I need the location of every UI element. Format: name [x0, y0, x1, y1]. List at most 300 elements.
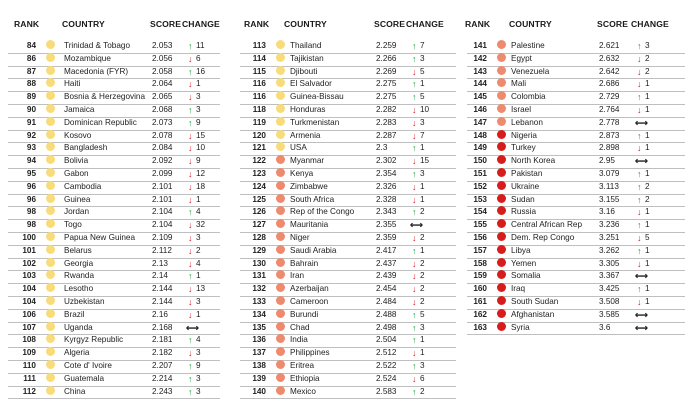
score-value: 2.343	[376, 207, 397, 217]
change-value: 1	[196, 79, 201, 89]
change-value: 1	[645, 169, 650, 178]
column-header	[240, 19, 456, 31]
score-value: 2.488	[376, 309, 397, 319]
score-category-dot-icon	[276, 296, 285, 305]
change-value: 2	[420, 386, 425, 396]
score-value: 2.498	[376, 322, 397, 332]
score-category-dot-icon	[276, 219, 285, 228]
score-category-dot-icon	[46, 206, 55, 215]
country-name: Macedonia (FYR)	[64, 66, 129, 76]
ranking-column-2	[240, 0, 456, 419]
no-change-icon: ⟷	[186, 322, 199, 333]
score-category-dot-icon	[46, 40, 55, 49]
rank-value: 103	[22, 271, 36, 281]
score-category-dot-icon	[46, 373, 55, 382]
score-category-dot-icon	[46, 360, 55, 369]
change-value: 1	[645, 258, 650, 268]
rank-value: 129	[252, 245, 266, 255]
table-row	[8, 373, 220, 387]
rank-value: 141	[473, 41, 487, 50]
arrow-up-icon: ↑	[412, 361, 417, 371]
table-row	[467, 168, 685, 182]
rank-value: 135	[252, 322, 266, 332]
score-category-dot-icon	[497, 309, 506, 318]
arrow-down-icon: ↓	[188, 143, 193, 154]
score-category-dot-icon	[497, 78, 506, 87]
change-value: 7	[420, 41, 425, 50]
table-row	[467, 66, 685, 80]
arrow-up-icon: ↑	[412, 207, 417, 218]
country-name: Uganda	[64, 322, 93, 332]
score-category-dot-icon	[497, 206, 506, 215]
table-row	[8, 347, 220, 361]
country-name: Armenia	[290, 130, 321, 140]
score-category-dot-icon	[46, 194, 55, 203]
table-row	[240, 232, 456, 246]
country-name: Uzbekistan	[64, 297, 105, 306]
table-row	[467, 194, 685, 208]
rank-value: 114	[252, 53, 266, 63]
country-name: Cote d' Ivoire	[64, 361, 112, 370]
arrow-up-icon: ↑	[188, 271, 193, 282]
score-category-dot-icon	[276, 322, 285, 331]
table-row	[8, 206, 220, 220]
change-value: 1	[645, 245, 650, 255]
arrow-up-icon: ↑	[637, 41, 642, 51]
score-value: 2.112	[152, 245, 172, 255]
table-row	[240, 117, 456, 131]
rank-value: 133	[252, 297, 266, 306]
rank-value: 131	[252, 271, 266, 281]
table-row	[8, 296, 220, 310]
table-row	[8, 386, 220, 400]
country-name: Russia	[511, 207, 537, 217]
change-value: 1	[420, 181, 425, 191]
change-value: 3	[420, 361, 425, 370]
score-category-dot-icon	[46, 78, 55, 87]
country-name: Myanmar	[290, 156, 325, 166]
score-value: 2.764	[599, 105, 620, 114]
change-value: 2	[420, 271, 425, 281]
arrow-up-icon: ↑	[188, 335, 193, 346]
table-row	[467, 245, 685, 259]
country-name: Iran	[290, 271, 305, 281]
rank-value: 124	[252, 181, 266, 191]
table-row	[240, 245, 456, 259]
table-row	[240, 283, 456, 297]
change-value: 4	[196, 258, 201, 268]
score-value: 2.632	[599, 53, 620, 63]
change-value: 4	[196, 335, 201, 345]
rank-value: 120	[252, 130, 266, 140]
table-row	[240, 194, 456, 208]
arrow-up-icon: ↑	[637, 130, 642, 141]
score-category-dot-icon	[276, 142, 285, 151]
score-category-dot-icon	[276, 245, 285, 254]
country-name: Pakistan	[511, 169, 543, 178]
arrow-up-icon: ↑	[637, 169, 642, 179]
score-category-dot-icon	[46, 53, 55, 62]
score-value: 2.104	[152, 207, 173, 217]
score-value: 2.524	[376, 373, 397, 383]
arrow-down-icon: ↓	[412, 284, 417, 295]
change-value: 4	[196, 207, 201, 217]
no-change-icon: ⟷	[635, 156, 648, 167]
country-name: Mexico	[290, 386, 316, 396]
rank-value: 161	[473, 297, 487, 306]
score-value: 2.417	[376, 245, 397, 255]
arrow-down-icon: ↓	[637, 297, 642, 307]
arrow-up-icon: ↑	[188, 105, 193, 115]
change-value: 3	[196, 105, 201, 114]
score-category-dot-icon	[497, 194, 506, 203]
table-row	[8, 104, 220, 118]
rank-value: 115	[252, 66, 266, 76]
change-value: 2	[420, 297, 425, 306]
arrow-down-icon: ↓	[637, 79, 642, 90]
rank-value: 93	[26, 143, 36, 153]
country-name: Kosovo	[64, 130, 92, 140]
score-value: 2.065	[152, 92, 173, 102]
change-value: 3	[420, 53, 425, 63]
rank-value: 111	[23, 373, 36, 383]
score-value: 2.95	[599, 156, 615, 166]
score-value: 2.642	[599, 66, 620, 76]
score-value: 2.439	[376, 271, 397, 281]
table-row	[8, 232, 220, 246]
country-name: Afghanistan	[511, 309, 555, 319]
rank-value: 88	[26, 79, 36, 89]
country-name: Brazil	[64, 309, 85, 319]
arrow-down-icon: ↓	[637, 258, 642, 269]
change-value: 1	[645, 79, 650, 89]
change-value: 3	[196, 297, 201, 306]
score-category-dot-icon	[46, 347, 55, 356]
rank-value: 118	[252, 105, 266, 114]
country-name: Papua New Guinea	[64, 233, 136, 242]
arrow-down-icon: ↓	[412, 271, 417, 282]
table-row	[467, 309, 685, 323]
country-name: Lebanon	[511, 117, 543, 127]
no-change-icon: ⟷	[635, 322, 648, 333]
rank-value: 92	[26, 130, 36, 140]
rank-value: 144	[473, 79, 487, 89]
table-row	[240, 53, 456, 67]
score-value: 2.181	[152, 335, 173, 345]
table-row	[8, 78, 220, 92]
score-value: 2.243	[152, 386, 173, 396]
country-name: Venezuela	[511, 66, 550, 76]
rank-value: 104	[22, 284, 36, 294]
change-value: 1	[420, 194, 425, 204]
rank-value: 104	[22, 297, 36, 306]
rank-value: 116	[252, 79, 266, 89]
country-name: Syria	[511, 322, 530, 332]
change-value: 2	[420, 233, 425, 242]
change-value: 1	[645, 284, 650, 294]
score-category-dot-icon	[276, 91, 285, 100]
score-value: 2.109	[152, 233, 173, 242]
score-category-dot-icon	[46, 322, 55, 331]
score-value: 2.182	[152, 348, 173, 358]
rank-value: 137	[252, 348, 266, 358]
change-value: 15	[420, 156, 430, 166]
table-row	[467, 232, 685, 246]
rank-value: 153	[473, 194, 487, 204]
header-change: CHANGE	[182, 19, 220, 29]
table-row	[8, 168, 220, 182]
country-name: Burundi	[290, 309, 319, 319]
country-name: Rwanda	[64, 271, 95, 281]
table-row	[467, 181, 685, 195]
table-row	[467, 40, 685, 54]
arrow-up-icon: ↑	[412, 92, 417, 103]
rank-value: 116	[252, 92, 266, 102]
rank-value: 149	[473, 143, 487, 153]
arrow-down-icon: ↓	[188, 130, 193, 141]
score-category-dot-icon	[276, 104, 285, 113]
arrow-up-icon: ↑	[412, 335, 417, 346]
table-row	[467, 130, 685, 144]
change-value: 10	[420, 105, 430, 114]
table-row	[240, 386, 456, 400]
rank-value: 87	[26, 66, 36, 76]
score-value: 2.504	[376, 335, 397, 345]
score-category-dot-icon	[46, 386, 55, 395]
score-category-dot-icon	[46, 168, 55, 177]
score-category-dot-icon	[46, 91, 55, 100]
arrow-down-icon: ↓	[637, 105, 642, 115]
score-value: 2.283	[376, 117, 397, 127]
country-name: Palestine	[511, 41, 545, 50]
table-row	[8, 117, 220, 131]
arrow-up-icon: ↑	[637, 92, 642, 103]
table-row	[8, 66, 220, 80]
change-value: 15	[196, 130, 206, 140]
arrow-down-icon: ↓	[412, 258, 417, 269]
rank-value: 150	[473, 156, 487, 166]
score-category-dot-icon	[497, 283, 506, 292]
score-value: 2.101	[152, 194, 173, 204]
score-value: 2.266	[376, 53, 397, 63]
change-value: 18	[196, 181, 206, 191]
change-value: 11	[196, 41, 205, 50]
country-name: Ethiopia	[290, 373, 320, 383]
country-name: Georgia	[64, 258, 94, 268]
score-category-dot-icon	[497, 232, 506, 241]
table-row	[467, 206, 685, 220]
country-name: Sudan	[511, 194, 535, 204]
change-value: 1	[196, 271, 201, 281]
score-category-dot-icon	[276, 373, 285, 382]
table-row	[467, 117, 685, 131]
score-category-dot-icon	[46, 258, 55, 267]
change-value: 3	[645, 41, 650, 50]
score-value: 2.454	[376, 284, 397, 294]
score-value: 2.104	[152, 220, 173, 230]
country-name: Kyrgyz Republic	[64, 335, 124, 345]
change-value: 1	[645, 297, 650, 306]
rank-value: 107	[22, 322, 36, 332]
score-category-dot-icon	[276, 258, 285, 267]
change-value: 1	[645, 105, 650, 114]
country-name: Niger	[290, 233, 310, 242]
country-name: Dominican Republic	[64, 117, 137, 127]
rank-value: 147	[473, 117, 487, 127]
rank-value: 156	[473, 233, 487, 242]
rank-value: 96	[26, 181, 36, 191]
score-value: 2.359	[376, 233, 397, 242]
change-value: 1	[196, 309, 201, 319]
country-name: North Korea	[511, 156, 556, 166]
score-value: 3.079	[599, 169, 620, 178]
country-name: Philippines	[290, 348, 330, 358]
rank-value: 143	[473, 66, 487, 76]
score-category-dot-icon	[497, 168, 506, 177]
score-value: 2.058	[152, 66, 173, 76]
header-score: SCORE	[150, 19, 182, 29]
country-name: Israel	[511, 105, 532, 114]
score-category-dot-icon	[497, 322, 506, 331]
rank-value: 126	[252, 207, 266, 217]
score-category-dot-icon	[276, 40, 285, 49]
change-value: 1	[420, 143, 425, 153]
rank-value: 134	[252, 309, 266, 319]
table-row	[240, 309, 456, 323]
country-name: Cambodia	[64, 181, 102, 191]
table-row	[240, 181, 456, 195]
country-name: Guinea-Bissau	[290, 92, 344, 102]
change-value: 9	[196, 117, 201, 127]
arrow-down-icon: ↓	[412, 66, 417, 77]
table-row	[8, 283, 220, 297]
change-value: 3	[196, 386, 201, 396]
country-name: India	[290, 335, 308, 345]
table-row	[240, 104, 456, 118]
table-row	[467, 219, 685, 233]
country-name: Jordan	[64, 207, 90, 217]
arrow-up-icon: ↑	[412, 386, 417, 397]
rank-value: 86	[26, 53, 36, 63]
arrow-down-icon: ↓	[188, 297, 193, 307]
header-rank: RANK	[14, 19, 40, 29]
score-category-dot-icon	[46, 270, 55, 279]
rank-value: 110	[22, 361, 36, 370]
score-value: 2.078	[152, 130, 173, 140]
change-value: 13	[196, 284, 206, 294]
country-name: Central African Rep	[511, 220, 582, 230]
arrow-down-icon: ↓	[412, 105, 417, 115]
score-value: 2.14	[152, 271, 168, 281]
score-category-dot-icon	[497, 258, 506, 267]
rank-value: 102	[22, 258, 36, 268]
change-value: 2	[420, 284, 425, 294]
change-value: 2	[645, 181, 650, 191]
score-category-dot-icon	[276, 334, 285, 343]
score-value: 2.287	[376, 130, 397, 140]
score-category-dot-icon	[276, 130, 285, 139]
rank-value: 90	[26, 105, 36, 114]
ranking-column-3	[467, 0, 685, 419]
rank-value: 113	[252, 41, 266, 50]
rank-value: 158	[473, 258, 487, 268]
score-category-dot-icon	[46, 155, 55, 164]
rank-value: 130	[252, 258, 266, 268]
change-value: 2	[420, 207, 425, 217]
table-row	[8, 334, 220, 348]
score-category-dot-icon	[46, 130, 55, 139]
arrow-down-icon: ↓	[188, 53, 193, 64]
rank-value: 148	[473, 130, 487, 140]
score-value: 2.064	[152, 79, 173, 89]
score-value: 2.073	[152, 117, 173, 127]
arrow-down-icon: ↓	[188, 156, 193, 167]
table-row	[467, 78, 685, 92]
rank-value: 142	[473, 53, 487, 63]
change-value: 10	[196, 143, 206, 153]
arrow-down-icon: ↓	[637, 143, 642, 154]
arrow-down-icon: ↓	[188, 309, 193, 320]
rank-value: 146	[473, 105, 487, 114]
change-value: 2	[196, 245, 201, 255]
table-row	[240, 347, 456, 361]
rank-value: 163	[473, 322, 487, 332]
change-value: 5	[420, 66, 425, 76]
arrow-down-icon: ↓	[412, 156, 417, 167]
country-name: Azerbaijan	[290, 284, 329, 294]
no-change-icon: ⟷	[635, 271, 648, 282]
score-value: 2.16	[152, 309, 168, 319]
arrow-down-icon: ↓	[412, 194, 417, 205]
table-row	[240, 91, 456, 105]
score-category-dot-icon	[497, 245, 506, 254]
change-value: 2	[420, 258, 425, 268]
arrow-up-icon: ↑	[412, 41, 417, 51]
arrow-up-icon: ↑	[637, 284, 642, 295]
table-row	[8, 53, 220, 67]
header-score: SCORE	[597, 19, 629, 29]
table-row	[240, 270, 456, 284]
country-name: South Sudan	[511, 297, 559, 306]
table-row	[467, 296, 685, 310]
arrow-down-icon: ↓	[412, 181, 417, 192]
rank-value: 123	[252, 169, 266, 178]
score-category-dot-icon	[497, 219, 506, 228]
change-value: 32	[196, 220, 206, 230]
change-value: 12	[196, 169, 206, 178]
table-row	[8, 130, 220, 144]
arrow-down-icon: ↓	[412, 130, 417, 141]
change-value: 3	[420, 117, 425, 127]
score-value: 2.484	[376, 297, 397, 306]
country-name: Honduras	[290, 105, 326, 114]
header-country: COUNTRY	[509, 19, 552, 29]
change-value: 3	[420, 169, 425, 178]
score-category-dot-icon	[276, 270, 285, 279]
score-value: 2.3	[376, 143, 388, 153]
score-value: 2.144	[152, 284, 173, 294]
change-value: 1	[420, 335, 425, 345]
score-category-dot-icon	[497, 104, 506, 113]
country-name: Bahrain	[290, 258, 319, 268]
arrow-up-icon: ↑	[637, 194, 642, 205]
country-name: Guatemala	[64, 373, 105, 383]
score-value: 2.144	[152, 297, 173, 306]
country-name: Mali	[511, 79, 527, 89]
rank-value: 145	[473, 92, 487, 102]
score-value: 3.367	[599, 271, 620, 281]
score-value: 3.236	[599, 220, 620, 230]
